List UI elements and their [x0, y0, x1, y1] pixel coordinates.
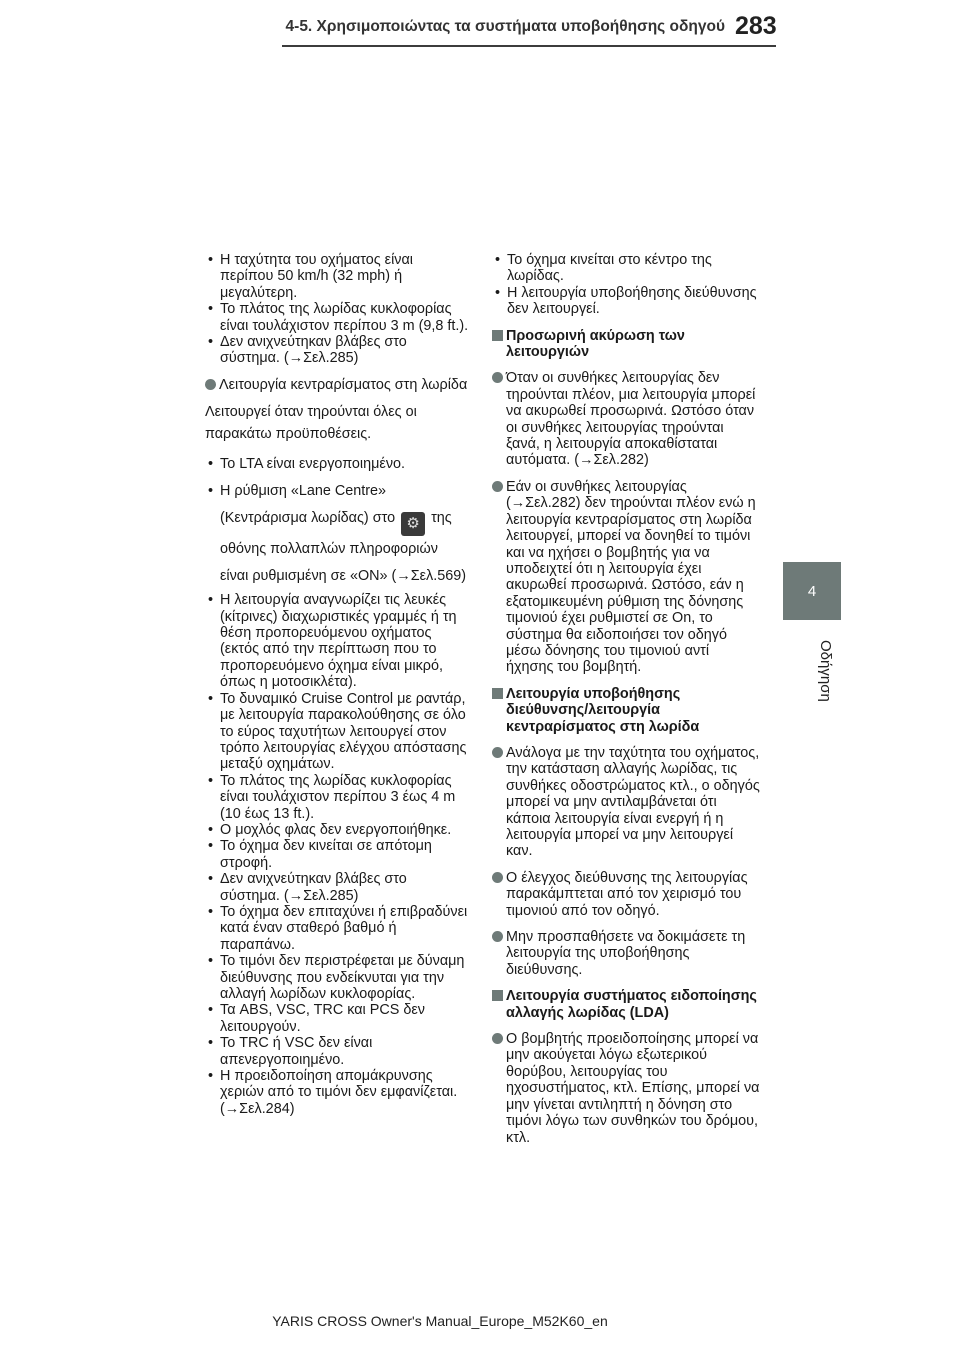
list-item-text: Η ρύθμιση «Lane Centre» (Κεντράρισμα λωρίδας) στο — [220, 483, 396, 527]
chapter-tab[interactable] — [783, 562, 841, 620]
list-item-text: της οθόνης πολλαπλών πληροφοριών είναι ρυθμισμένη σε «ON» (→Σελ.569) — [220, 510, 467, 585]
circle-bullet-icon — [492, 872, 503, 883]
page-number: 283 — [735, 12, 777, 40]
condition-list-top — [205, 252, 469, 367]
square-bullet-icon — [492, 990, 503, 1001]
list-item: • Δεν ανιχνεύτηκαν βλάβες στο σύστημα. (→Σελ.285) — [205, 334, 469, 367]
note-item: Ο βομβητής προειδοποίησης μπορεί να μην ακούγεται λόγω εξωτερικού θορύβου, λειτουργίας του ηχοσυστήματος, κτλ. Επίσης, μπορεί να μην γίνεται αντιληπτή η δόνηση στο τιμόνι λόγω των συνθηκών του δρόμου, κτλ. — [492, 1031, 760, 1146]
list-item-lane-centre — [205, 478, 469, 590]
section-heading: Λειτουργία υποβοήθησης διεύθυνσης/λειτουργία κεντραρίσματος στη λωρίδα — [492, 686, 760, 735]
page-footer: YARIS CROSS Owner's Manual_Europe_M52K60_en — [272, 1313, 608, 1329]
square-bullet-icon — [492, 330, 503, 341]
condition-list-continued — [492, 252, 760, 318]
subheading-lane-centering — [205, 377, 469, 393]
list-item: • Το δυναμικό Cruise Control με ραντάρ, με λειτουργία παρακολούθησης σε όλο το εύρος ταχυτήτων λειτουργεί στον τρόπο λειτουργίας ελέγχου απόστασης μεταξύ οχημάτων. — [205, 691, 469, 773]
right-column — [492, 252, 760, 1154]
paragraph: Λειτουργεί όταν τηρούνται όλες οι παρακάτω προϋποθέσεις. — [205, 404, 417, 443]
gear-icon: ⚙ — [401, 512, 425, 536]
chapter-section-title: 4-5. Χρησιμοποιώντας τα συστήματα υποβοήθησης οδηγού — [285, 18, 725, 35]
list-item: • Το όχημα κινείται στο κέντρο της λωρίδας. — [492, 252, 760, 285]
list-item: • Η ταχύτητα του οχήματος είναι περίπου 50 km/h (32 mph) ή μεγαλύτερη. — [205, 252, 469, 301]
note-item: Ανάλογα με την ταχύτητα του οχήματος, την κατάσταση αλλαγής λωρίδας, τις συνθήκες οδοστρώματος κτλ., ο οδηγός μπορεί να μην αντιλαμβάνεται ότι κάποια λειτουργία είναι ενεργή ή η λειτουργία μπορεί να μην λειτουργεί καν. — [492, 745, 760, 860]
section-heading: Προσωρινή ακύρωση των λειτουργιών — [492, 328, 760, 361]
chapter-tab-label: Οδήγηση — [817, 640, 834, 702]
list-item: • Το όχημα δεν κινείται σε απότομη στροφή. — [205, 838, 469, 871]
list-item: • Το πλάτος της λωρίδας κυκλοφορίας είναι τουλάχιστον περίπου 3 m (9,8 ft.). — [205, 301, 469, 334]
chapter-tab-number: 4 — [807, 582, 817, 600]
list-item: • Δεν ανιχνεύτηκαν βλάβες στο σύστημα. (→Σελ.285) — [205, 871, 469, 904]
square-bullet-icon — [492, 688, 503, 699]
section-heading: Λειτουργία συστήματος ειδοποίησης αλλαγής λωρίδας (LDA) — [492, 988, 760, 1021]
note-item: Όταν οι συνθήκες λειτουργίας δεν τηρούνται πλέον, μια λειτουργία μπορεί να ακυρωθεί προσωρινά. Ωστόσο όταν οι συνθήκες λειτουργίας τηρούνται ξανά, η λειτουργία αποκαθίσταται αυτόματα. (→Σελ.282) — [492, 370, 760, 468]
circle-bullet-icon — [492, 747, 503, 758]
circle-bullet-icon — [492, 931, 503, 942]
subheading-text: Λειτουργία κεντραρίσματος στη λωρίδα — [219, 376, 468, 393]
condition-list-lane-centering — [205, 451, 469, 590]
list-item: • Το πλάτος της λωρίδας κυκλοφορίας είναι τουλάχιστον περίπου 3 έως 4 m (10 έως 13 ft.). — [205, 773, 469, 822]
condition-list-rest — [205, 592, 469, 1117]
list-item: • Η προειδοποίηση απομάκρυνσης χεριών από το τιμόνι δεν εμφανίζεται. (→Σελ.284) — [205, 1068, 469, 1117]
circle-bullet-icon — [492, 372, 503, 383]
note-item: Ο έλεγχος διεύθυνσης της λειτουργίας παρακάμπτεται από τον χειρισμό του τιμονιού από τον οδηγό. — [492, 870, 760, 919]
list-item: • Το όχημα δεν επιταχύνει ή επιβραδύνει κατά έναν σταθερό βαθμό ή παραπάνω. — [205, 904, 469, 953]
circle-bullet-icon — [205, 379, 216, 390]
list-item: • Το LTA είναι ενεργοποιημένο. — [205, 451, 469, 478]
note-item: Εάν οι συνθήκες λειτουργίας (→Σελ.282) δεν τηρούνται πλέον ενώ η λειτουργία κεντραρίσματος στη λωρίδα λειτουργεί, μπορεί να δονηθεί το τιμόνι και να ηχήσει ο βομβητής για να υποδειχτεί ότι η λειτουργία έχει ακυρωθεί προσωρινά. Ωστόσο, εάν η εξατομικευμένη ρύθμιση της δόνησης τιμονιού έχει ρυθμιστεί σε On, το σύστημα θα ειδοποιήσει τον οδηγό μέσω δόνησης του τιμονιού αντί ήχησης του βομβητή. — [492, 479, 760, 676]
note-item: Μην προσπαθήσετε να δοκιμάσετε τη λειτουργία της υποβοήθησης διεύθυνσης. — [492, 929, 760, 978]
list-item: • Το TRC ή VSC δεν είναι απενεργοποιημένο. — [205, 1035, 469, 1068]
circle-bullet-icon — [492, 481, 503, 492]
list-item: • Τα ABS, VSC, TRC και PCS δεν λειτουργούν. — [205, 1002, 469, 1035]
left-column — [205, 252, 469, 1123]
header-divider — [282, 45, 776, 47]
list-item: • Ο μοχλός φλας δεν ενεργοποιήθηκε. — [205, 822, 469, 838]
list-item: • Το τιμόνι δεν περιστρέφεται με δύναμη διεύθυνσης που ενδείκνυται για την αλλαγή λωρίδων κυκλοφορίας. — [205, 953, 469, 1002]
list-item: • Η λειτουργία υποβοήθησης διεύθυνσης δεν λειτουργεί. — [492, 285, 760, 318]
list-item: • Η λειτουργία αναγνωρίζει τις λευκές (κίτρινες) διαχωριστικές γραμμές ή τη θέση προπορευόμενου οχήματος (εκτός από την περίπτωση που το προπορευόμενο όχημα είναι μικρό, όπως η μοτοσικλέτα). — [205, 592, 469, 690]
circle-bullet-icon — [492, 1033, 503, 1044]
